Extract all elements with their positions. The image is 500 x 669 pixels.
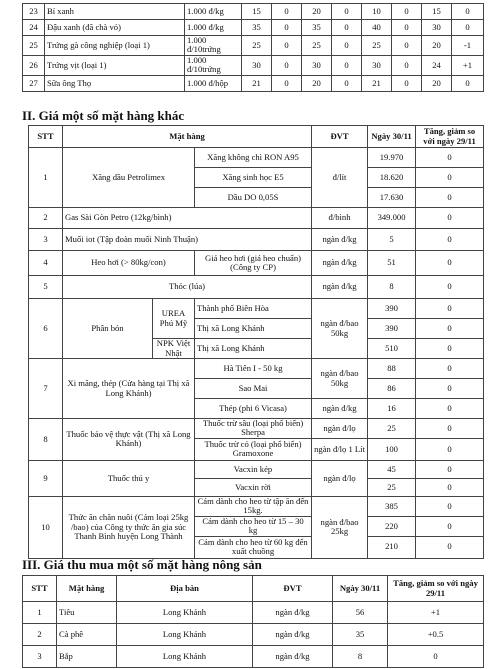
table-row xyxy=(23,4,484,20)
value-cell: 0 xyxy=(392,36,422,56)
change-cell: 0 xyxy=(416,379,484,399)
stt-cell: 5 xyxy=(29,276,63,299)
change-cell: 0 xyxy=(416,251,484,276)
item-cell: Xi măng, thép (Cửa hàng tại Thị xã Long Khánh) xyxy=(63,359,195,419)
item-cell: Thuốc bảo vệ thực vật (Thị xã Long Khánh) xyxy=(63,419,195,461)
price-cell: 86 xyxy=(368,379,416,399)
item-header: Mặt hàng xyxy=(63,126,312,148)
unit-cell: ngàn đ/lọ xyxy=(312,419,368,439)
value-cell: 21 xyxy=(242,75,272,91)
item-cell: Muối iot (Tập đoàn muối Ninh Thuận) xyxy=(63,229,312,251)
table-row xyxy=(29,229,484,251)
value-cell: 0 xyxy=(392,20,422,36)
value-cell: 0 xyxy=(332,36,362,56)
value-cell: 35 xyxy=(302,20,332,36)
subitem-cell: Xăng sinh học E5 xyxy=(195,168,312,188)
unit-header: ĐVT xyxy=(253,576,333,602)
value-cell: 0 xyxy=(452,20,484,36)
unit-cell: 1.000 đ/kg xyxy=(185,4,242,20)
stt-cell: 3 xyxy=(29,229,63,251)
price-cell: 88 xyxy=(368,359,416,379)
price-cell: 510 xyxy=(368,339,416,359)
brand-cell: UREA Phú Mỹ xyxy=(153,299,195,339)
change-cell: 0 xyxy=(416,148,484,168)
unit-cell: đ/bình xyxy=(312,208,368,229)
value-cell: 0 xyxy=(392,55,422,75)
change-cell: 0 xyxy=(416,299,484,319)
subitem-cell: Cám dành cho heo từ tập ăn đến 15kg. xyxy=(195,496,312,516)
value-cell: 30 xyxy=(242,55,272,75)
change-cell: 0 xyxy=(416,496,484,516)
value-cell: 0 xyxy=(332,75,362,91)
area-cell: Long Khánh xyxy=(117,624,253,646)
price-cell: 220 xyxy=(368,516,416,536)
subitem-cell: Vacxin kép xyxy=(195,460,312,478)
date-header: Ngày 30/11 xyxy=(368,126,416,148)
change-cell: 0 xyxy=(416,478,484,496)
price-cell: 210 xyxy=(368,536,416,558)
subitem-cell: Cám dành cho heo từ 60 kg đến xuất chuồng xyxy=(195,536,312,558)
value-cell: 0 xyxy=(272,75,302,91)
unit-cell: ngàn đ/kg xyxy=(253,646,333,668)
table-row xyxy=(29,299,484,319)
unit-cell: 1.000 đ/10trứng xyxy=(185,55,242,75)
change-cell: 0 xyxy=(416,339,484,359)
subitem-cell: Thị xã Long Khánh xyxy=(195,319,312,339)
value-cell: 24 xyxy=(422,55,452,75)
item-header: Mặt hàng xyxy=(57,576,117,602)
value-cell: 0 xyxy=(332,4,362,20)
stt-cell: 1 xyxy=(23,602,57,624)
change-cell: 0 xyxy=(388,646,484,668)
stt-cell: 27 xyxy=(23,75,45,91)
value-cell: 25 xyxy=(242,36,272,56)
unit-header: ĐVT xyxy=(312,126,368,148)
subitem-cell: Vacxin rời xyxy=(195,478,312,496)
subitem-cell: Thuốc trừ cỏ (loại phổ biến) Gramoxone xyxy=(195,438,312,460)
change-cell: 0 xyxy=(416,168,484,188)
item-cell: Cà phê xyxy=(57,624,117,646)
change-cell: 0 xyxy=(416,276,484,299)
value-cell: 30 xyxy=(362,55,392,75)
subitem-cell: Thị xã Long Khánh xyxy=(195,339,312,359)
other-goods-table xyxy=(28,125,484,559)
subitem-cell: Thuốc trừ sâu (loại phổ biến) Sherpa xyxy=(195,419,312,439)
price-cell: 17.630 xyxy=(368,188,416,208)
value-cell: 25 xyxy=(362,36,392,56)
subitem-cell: Hà Tiên I - 50 kg xyxy=(195,359,312,379)
stt-cell: 9 xyxy=(29,460,63,496)
value-cell: 30 xyxy=(302,55,332,75)
value-cell: 20 xyxy=(422,75,452,91)
change-cell: 0 xyxy=(416,359,484,379)
value-cell: 15 xyxy=(422,4,452,20)
value-cell: 20 xyxy=(422,36,452,56)
value-cell: -1 xyxy=(452,36,484,56)
date-header: Ngày 30/11 xyxy=(333,576,388,602)
value-cell: 0 xyxy=(452,75,484,91)
price-cell: 19.970 xyxy=(368,148,416,168)
value-cell: 0 xyxy=(332,55,362,75)
item-cell: Thuốc thú y xyxy=(63,460,195,496)
stt-cell: 4 xyxy=(29,251,63,276)
table-row xyxy=(29,251,484,276)
unit-cell: ngàn đ/kg xyxy=(253,624,333,646)
table-row xyxy=(23,646,484,668)
price-cell: 16 xyxy=(368,399,416,419)
unit-cell: đ/lít xyxy=(312,148,368,208)
table-row xyxy=(23,602,484,624)
change-cell: 0 xyxy=(416,536,484,558)
subitem-cell: Sao Mai xyxy=(195,379,312,399)
stt-cell: 2 xyxy=(29,208,63,229)
table-row xyxy=(29,359,484,379)
unit-cell: ngàn đ/lọ 1 Lít xyxy=(312,438,368,460)
change-cell: 0 xyxy=(416,188,484,208)
stt-header: STT xyxy=(23,576,57,602)
change-cell: 0 xyxy=(416,460,484,478)
table-row xyxy=(29,496,484,516)
change-header: Tăng, giảm so với ngày 29/11 xyxy=(416,126,484,148)
unit-cell: 1.000 đ/10trứng xyxy=(185,36,242,56)
value-cell: 0 xyxy=(332,20,362,36)
table-row xyxy=(29,148,484,168)
value-cell: 30 xyxy=(422,20,452,36)
value-cell: 0 xyxy=(392,4,422,20)
value-cell: 40 xyxy=(362,20,392,36)
price-cell: 45 xyxy=(368,460,416,478)
price-cell: 51 xyxy=(368,251,416,276)
item-cell: Sữa ông Thọ xyxy=(45,75,185,91)
table-header-row xyxy=(23,576,484,602)
stt-cell: 3 xyxy=(23,646,57,668)
stt-cell: 10 xyxy=(29,496,63,558)
table-row xyxy=(29,460,484,478)
item-cell: Bí xanh xyxy=(45,4,185,20)
price-cell: 390 xyxy=(368,319,416,339)
stt-cell: 25 xyxy=(23,36,45,56)
change-cell: 0 xyxy=(416,229,484,251)
change-cell: 0 xyxy=(416,516,484,536)
stt-cell: 23 xyxy=(23,4,45,20)
value-cell: 0 xyxy=(452,4,484,20)
value-cell: 20 xyxy=(302,75,332,91)
item-cell: Xăng dầu Petrolimex xyxy=(63,148,195,208)
value-cell: 21 xyxy=(362,75,392,91)
price-cell: 35 xyxy=(333,624,388,646)
value-cell: 0 xyxy=(272,55,302,75)
table-header-row xyxy=(29,126,484,148)
price-cell: 25 xyxy=(368,419,416,439)
table-row xyxy=(29,419,484,439)
change-header: Tăng, giảm so với ngày 29/11 xyxy=(388,576,484,602)
value-cell: +1 xyxy=(452,55,484,75)
stt-cell: 2 xyxy=(23,624,57,646)
stt-cell: 1 xyxy=(29,148,63,208)
change-cell: 0 xyxy=(416,208,484,229)
item-cell: Heo hơi (> 80kg/con) xyxy=(63,251,195,276)
price-cell: 8 xyxy=(368,276,416,299)
price-cell: 5 xyxy=(368,229,416,251)
value-cell: 20 xyxy=(302,4,332,20)
change-cell: 0 xyxy=(416,319,484,339)
table-row xyxy=(29,208,484,229)
unit-cell: ngàn đ/bao 25kg xyxy=(312,496,368,558)
item-cell: Gas Sài Gòn Petro (12kg/bình) xyxy=(63,208,312,229)
value-cell: 0 xyxy=(272,4,302,20)
subitem-cell: Thành phố Biên Hòa xyxy=(195,299,312,319)
item-cell: Phân bón xyxy=(63,299,153,359)
unit-cell: ngàn đ/lọ xyxy=(312,460,368,496)
item-cell: Bắp xyxy=(57,646,117,668)
value-cell: 25 xyxy=(302,36,332,56)
change-cell: +1 xyxy=(388,602,484,624)
change-cell: 0 xyxy=(416,438,484,460)
subitem-cell: Dầu DO 0,05S xyxy=(195,188,312,208)
subitem-cell: Thép (phi 6 Vicasa) xyxy=(195,399,312,419)
value-cell: 0 xyxy=(272,20,302,36)
value-cell: 0 xyxy=(272,36,302,56)
table-row xyxy=(23,20,484,36)
change-cell: 0 xyxy=(416,419,484,439)
section-2-title: II. Giá một số mặt hàng khác xyxy=(22,108,185,123)
value-cell: 10 xyxy=(362,4,392,20)
table-row xyxy=(23,55,484,75)
subitem-cell: Cám dành cho heo từ 15 – 30 kg xyxy=(195,516,312,536)
brand-cell: NPK Việt Nhật xyxy=(153,339,195,359)
stt-cell: 8 xyxy=(29,419,63,461)
change-cell: 0 xyxy=(416,399,484,419)
area-cell: Long Khánh xyxy=(117,602,253,624)
price-cell: 390 xyxy=(368,299,416,319)
top-price-table xyxy=(22,3,484,92)
stt-cell: 6 xyxy=(29,299,63,359)
price-cell: 56 xyxy=(333,602,388,624)
price-cell: 349.000 xyxy=(368,208,416,229)
table-row xyxy=(23,624,484,646)
item-cell: Trứng vịt (loại 1) xyxy=(45,55,185,75)
unit-cell: ngàn đ/kg xyxy=(253,602,333,624)
unit-cell: ngàn đ/kg xyxy=(312,251,368,276)
item-cell: Đậu xanh (đã chà vỏ) xyxy=(45,20,185,36)
unit-cell: ngàn đ/bao 50kg xyxy=(312,299,368,359)
value-cell: 0 xyxy=(392,75,422,91)
agricultural-purchase-table xyxy=(22,575,484,668)
stt-cell: 26 xyxy=(23,55,45,75)
unit-cell: ngàn đ/kg xyxy=(312,229,368,251)
area-header: Địa bàn xyxy=(117,576,253,602)
item-cell: Thức ăn chăn nuôi (Cám loại 25kg /bao) của Công ty thức ăn gia súc Thanh Bình huyện Long Thành xyxy=(63,496,195,558)
item-cell: Thóc (lúa) xyxy=(63,276,312,299)
item-cell: Tiêu xyxy=(57,602,117,624)
unit-cell: ngàn đ/kg xyxy=(312,399,368,419)
table-row xyxy=(23,36,484,56)
price-cell: 8 xyxy=(333,646,388,668)
item-cell: Trứng gà công nghiệp (loại 1) xyxy=(45,36,185,56)
unit-cell: 1.000 đ/hộp xyxy=(185,75,242,91)
unit-cell: 1.000 đ/kg xyxy=(185,20,242,36)
price-cell: 25 xyxy=(368,478,416,496)
change-cell: +0.5 xyxy=(388,624,484,646)
unit-cell: ngàn đ/bao 50kg xyxy=(312,359,368,399)
stt-cell: 24 xyxy=(23,20,45,36)
table-row xyxy=(29,276,484,299)
unit-cell: ngàn đ/kg xyxy=(312,276,368,299)
table-row xyxy=(23,75,484,91)
value-cell: 15 xyxy=(242,4,272,20)
subitem-cell: Xăng không chì RON A95 xyxy=(195,148,312,168)
stt-cell: 7 xyxy=(29,359,63,419)
stt-header: STT xyxy=(29,126,63,148)
price-cell: 100 xyxy=(368,438,416,460)
subitem-cell: Giá heo hơi (giá heo chuẩn) (Công ty CP) xyxy=(195,251,312,276)
value-cell: 35 xyxy=(242,20,272,36)
price-cell: 385 xyxy=(368,496,416,516)
price-cell: 18.620 xyxy=(368,168,416,188)
section-3-title: III. Giá thu mua một số mặt hàng nông sản xyxy=(22,557,262,572)
area-cell: Long Khánh xyxy=(117,646,253,668)
